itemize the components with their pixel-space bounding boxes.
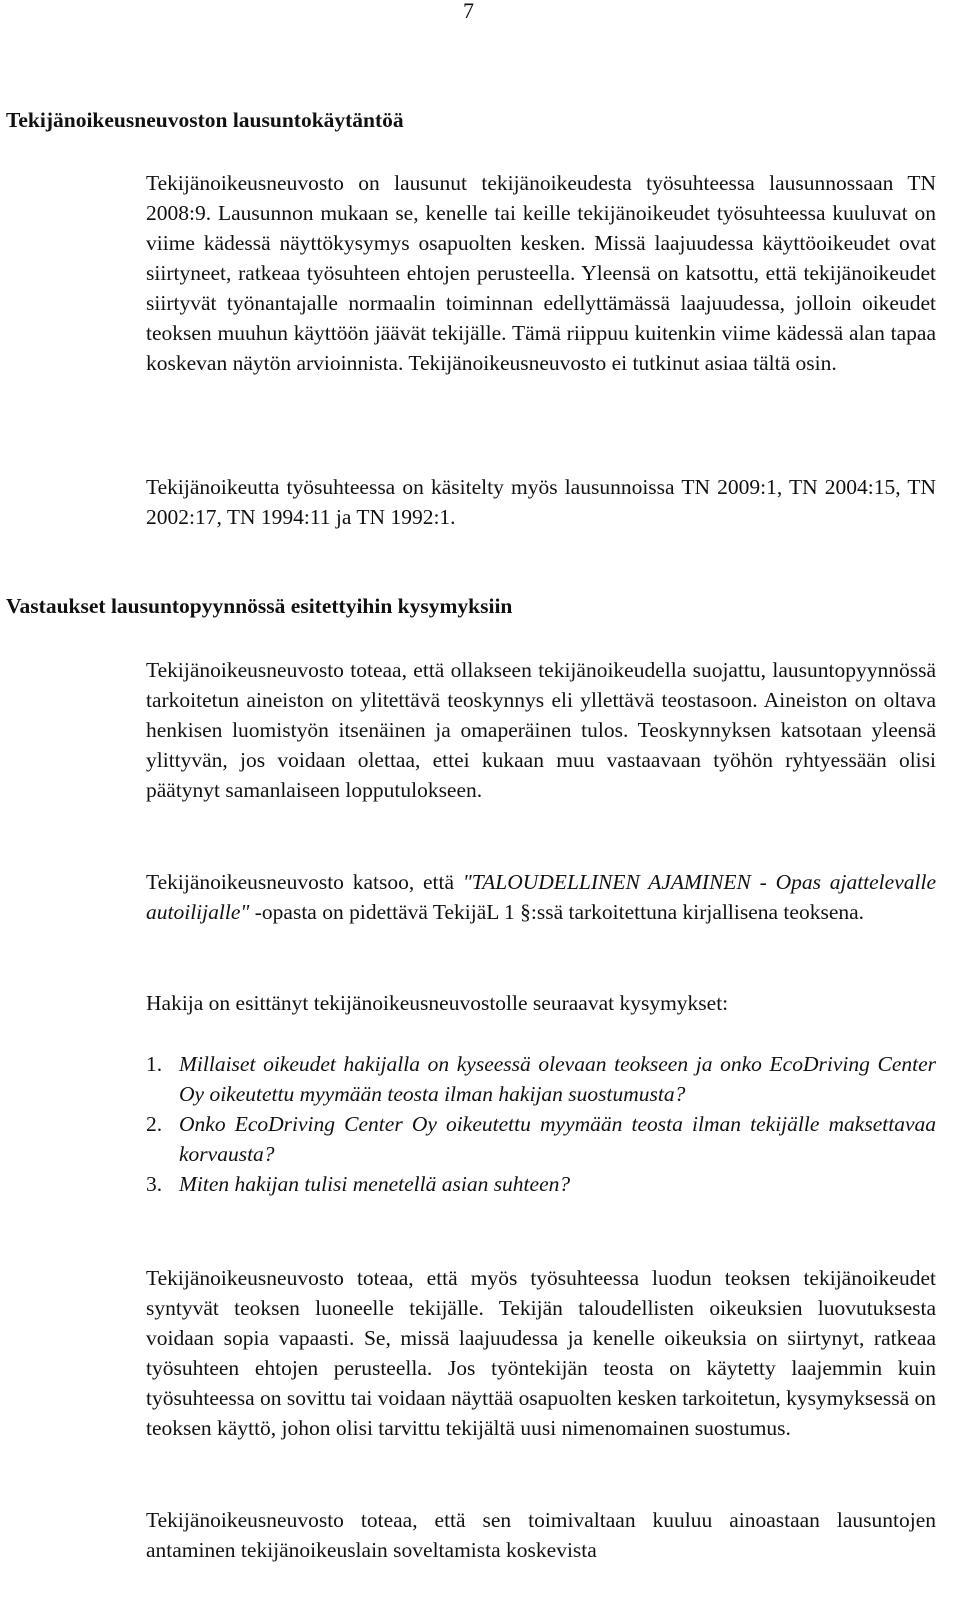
paragraph	[146, 867, 936, 927]
question-list	[146, 1049, 936, 1199]
list-item	[146, 1169, 936, 1199]
list-item	[146, 1049, 936, 1109]
paragraph: Tekijänoikeusneuvosto on lausunut tekijänoikeudesta työsuhteessa lausunnossaan TN 2008:9. Lausunnon mukaan se, kenelle tai keille tekijänoikeudet työsuhteessa kuuluvat on viime kädessä näyttökysymys osapuolten kesken. Missä laajuudessa käyttöoikeudet ovat siirtyneet, ratkeaa työsuhteen ehtojen perusteella. Yleensä on katsottu, että tekijänoikeudet siirtyvät työnantajalle normaalin toiminnan edellyttämässä laajuudessa, jolloin oikeudet teoksen muuhun käyttöön jäävät tekijälle. Tämä riippuu kuitenkin viime kädessä alan tapaa koskevan näytön arvioinnista. Tekijänoikeusneuvosto ei tutkinut asiaa tältä osin.	[146, 171, 936, 375]
section-heading: Vastaukset lausuntopyynnössä esitettyihin kysymyksiin	[6, 594, 513, 618]
paragraph: Hakija on esittänyt tekijänoikeusneuvostolle seuraavat kysymykset:	[146, 991, 729, 1015]
section-heading: Tekijänoikeusneuvoston lausuntokäytäntöä	[6, 108, 404, 132]
guide-title: "TALOUDELLINEN AJAMINEN - Opas ajattelevalle autoilijalle"	[146, 870, 936, 924]
list-number: 1.	[146, 1052, 163, 1076]
question-text: Miten hakijan tulisi menetellä asian suhteen?	[179, 1172, 571, 1196]
paragraph: Tekijänoikeusneuvosto toteaa, että sen toimivaltaan kuuluu ainoastaan lausuntojen antaminen tekijänoikeuslain soveltamista koskevista	[146, 1508, 936, 1562]
page-number: 7	[463, 0, 474, 23]
list-number: 3.	[146, 1172, 163, 1196]
paragraph-text: -opasta on pidettävä TekijäL 1 §:ssä tarkoitettuna kirjallisena teoksena.	[249, 900, 865, 924]
paragraph: Tekijänoikeutta työsuhteessa on käsitelty myös lausunnoissa TN 2009:1, TN 2004:15, TN 2002:17, TN 1994:11 ja TN 1992:1.	[146, 475, 936, 529]
list-item	[146, 1109, 936, 1169]
paragraph: Tekijänoikeusneuvosto toteaa, että ollakseen tekijänoikeudella suojattu, lausuntopyynnössä tarkoitetun aineiston on ylitettävä teoskynnys eli yllettävä teostasoon. Aineiston on oltava henkisen luomistyön itsenäinen ja omaperäinen tulos. Teoskynnyksen katsotaan yleensä ylittyvän, jos voidaan olettaa, ettei kukaan muu vastaavaan työhön ryhtyessään olisi päätynyt samanlaiseen lopputulokseen.	[146, 658, 936, 802]
question-text: Onko EcoDriving Center Oy oikeutettu myymään teosta ilman tekijälle maksettavaa korvausta?	[179, 1112, 936, 1166]
question-text: Millaiset oikeudet hakijalla on kyseessä olevaan teokseen ja onko EcoDriving Center Oy oikeutettu myymään teosta ilman hakijan suostumusta?	[179, 1052, 936, 1106]
paragraph-text: Tekijänoikeusneuvosto katsoo, että	[146, 870, 463, 894]
list-number: 2.	[146, 1112, 163, 1136]
paragraph: Tekijänoikeusneuvosto toteaa, että myös työsuhteessa luodun teoksen tekijänoikeudet syntyvät teoksen luoneelle tekijälle. Tekijän taloudellisten oikeuksien luovutuksesta voidaan sopia vapaasti. Se, missä laajuudessa ja kenelle oikeuksia on siirtynyt, ratkeaa työsuhteen ehtojen perusteella. Jos työntekijän teosta on käytetty laajemmin kuin työsuhteessa on sovittu tai voidaan näyttää osapuolten kesken tarkoitetun, kysymyksessä on teoksen käyttö, johon olisi tarvittu tekijältä uusi nimenomainen suostumus.	[146, 1266, 936, 1440]
